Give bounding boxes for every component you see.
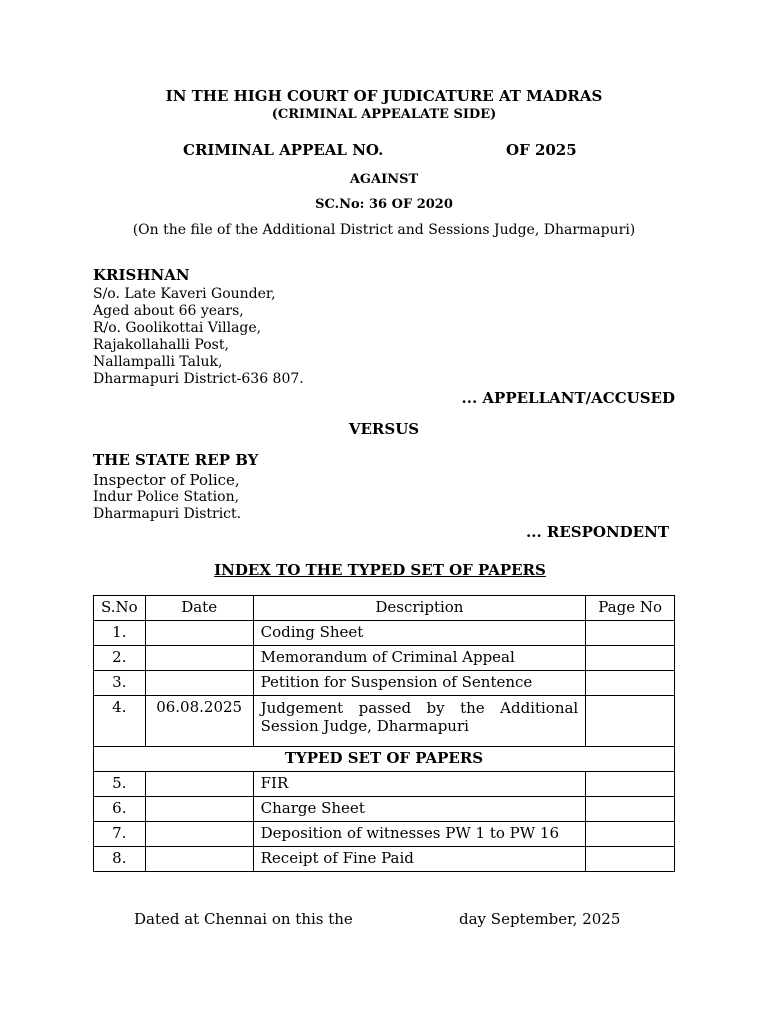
table-row	[94, 772, 675, 797]
table-row	[94, 822, 675, 847]
address-line: R/o. Goolikottai Village,	[93, 320, 262, 336]
table-row	[94, 671, 675, 696]
cell-page	[586, 646, 675, 671]
address-line: Nallampalli Taluk,	[93, 354, 223, 370]
court-side: (CRIMINAL APPEALATE SIDE)	[271, 107, 497, 122]
cell-description: Deposition of witnesses PW 1 to PW 16	[253, 822, 586, 847]
address-line: Dharmapuri District.	[93, 506, 242, 522]
address-line: Indur Police Station,	[93, 489, 240, 505]
table-row	[94, 646, 675, 671]
cell-date	[145, 772, 253, 797]
cell-description: FIR	[253, 772, 586, 797]
versus-label: VERSUS	[348, 420, 420, 438]
address-line: Rajakollahalli Post,	[93, 337, 229, 353]
cell-date	[145, 822, 253, 847]
cell-description: Memorandum of Criminal Appeal	[253, 646, 586, 671]
cell-date	[145, 621, 253, 646]
cell-description: Coding Sheet	[253, 621, 586, 646]
address-line: S/o. Late Kaveri Gounder,	[93, 286, 276, 302]
cell-sno: 7.	[94, 822, 146, 847]
header-date: Date	[145, 596, 253, 621]
cell-description: Charge Sheet	[253, 797, 586, 822]
cell-page	[586, 847, 675, 872]
cell-page	[586, 696, 675, 747]
appeal-label: CRIMINAL APPEAL NO.	[183, 141, 384, 159]
cell-page	[586, 772, 675, 797]
appellant-role: ... APPELLANT/ACCUSED	[461, 389, 675, 407]
cell-sno: 4.	[94, 696, 146, 747]
cell-date	[145, 797, 253, 822]
cell-page	[586, 822, 675, 847]
respondent-address	[93, 471, 241, 523]
index-title: INDEX TO THE TYPED SET OF PAPERS	[214, 561, 546, 579]
against-label: AGAINST	[349, 172, 419, 187]
appellant-address	[93, 286, 304, 388]
cell-sno: 1.	[94, 621, 146, 646]
header-description: Description	[253, 596, 586, 621]
cell-description: Receipt of Fine Paid	[253, 847, 586, 872]
sc-number: SC.No: 36 OF 2020	[315, 197, 453, 212]
table-row	[94, 797, 675, 822]
respondent-name: THE STATE REP BY	[93, 451, 259, 469]
cell-description: Judgement passed by the Additional Session Judge, Dharmapuri	[253, 696, 586, 747]
dated-left: Dated at Chennai on this the	[134, 910, 353, 928]
cell-date	[145, 646, 253, 671]
cell-sno: 6.	[94, 797, 146, 822]
respondent-role: ... RESPONDENT	[526, 523, 669, 541]
cell-date	[145, 847, 253, 872]
header-sno: S.No	[94, 596, 146, 621]
index-table	[93, 595, 675, 872]
dated-right: day September, 2025	[459, 910, 621, 928]
table-row	[94, 696, 675, 747]
cell-sno: 2.	[94, 646, 146, 671]
appellant-name: KRISHNAN	[93, 266, 190, 284]
cell-date: 06.08.2025	[145, 696, 253, 747]
address-line: Dharmapuri District-636 807.	[93, 371, 304, 387]
section-heading: TYPED SET OF PAPERS	[94, 747, 675, 772]
cell-date	[145, 671, 253, 696]
cell-page	[586, 797, 675, 822]
table-header-row	[94, 596, 675, 621]
cell-page	[586, 671, 675, 696]
cell-sno: 3.	[94, 671, 146, 696]
header-page-no: Page No	[586, 596, 675, 621]
cell-sno: 8.	[94, 847, 146, 872]
cell-page	[586, 621, 675, 646]
section-row	[94, 747, 675, 772]
cell-sno: 5.	[94, 772, 146, 797]
appeal-year: OF 2025	[506, 141, 577, 159]
address-line: Inspector of Police,	[93, 471, 240, 489]
file-reference: (On the file of the Additional District and Sessions Judge, Dharmapuri)	[132, 222, 636, 238]
table-row	[94, 621, 675, 646]
address-line: Aged about 66 years,	[93, 303, 244, 319]
cell-description: Petition for Suspension of Sentence	[253, 671, 586, 696]
table-row	[94, 847, 675, 872]
court-title: IN THE HIGH COURT OF JUDICATURE AT MADRAS	[165, 87, 603, 105]
